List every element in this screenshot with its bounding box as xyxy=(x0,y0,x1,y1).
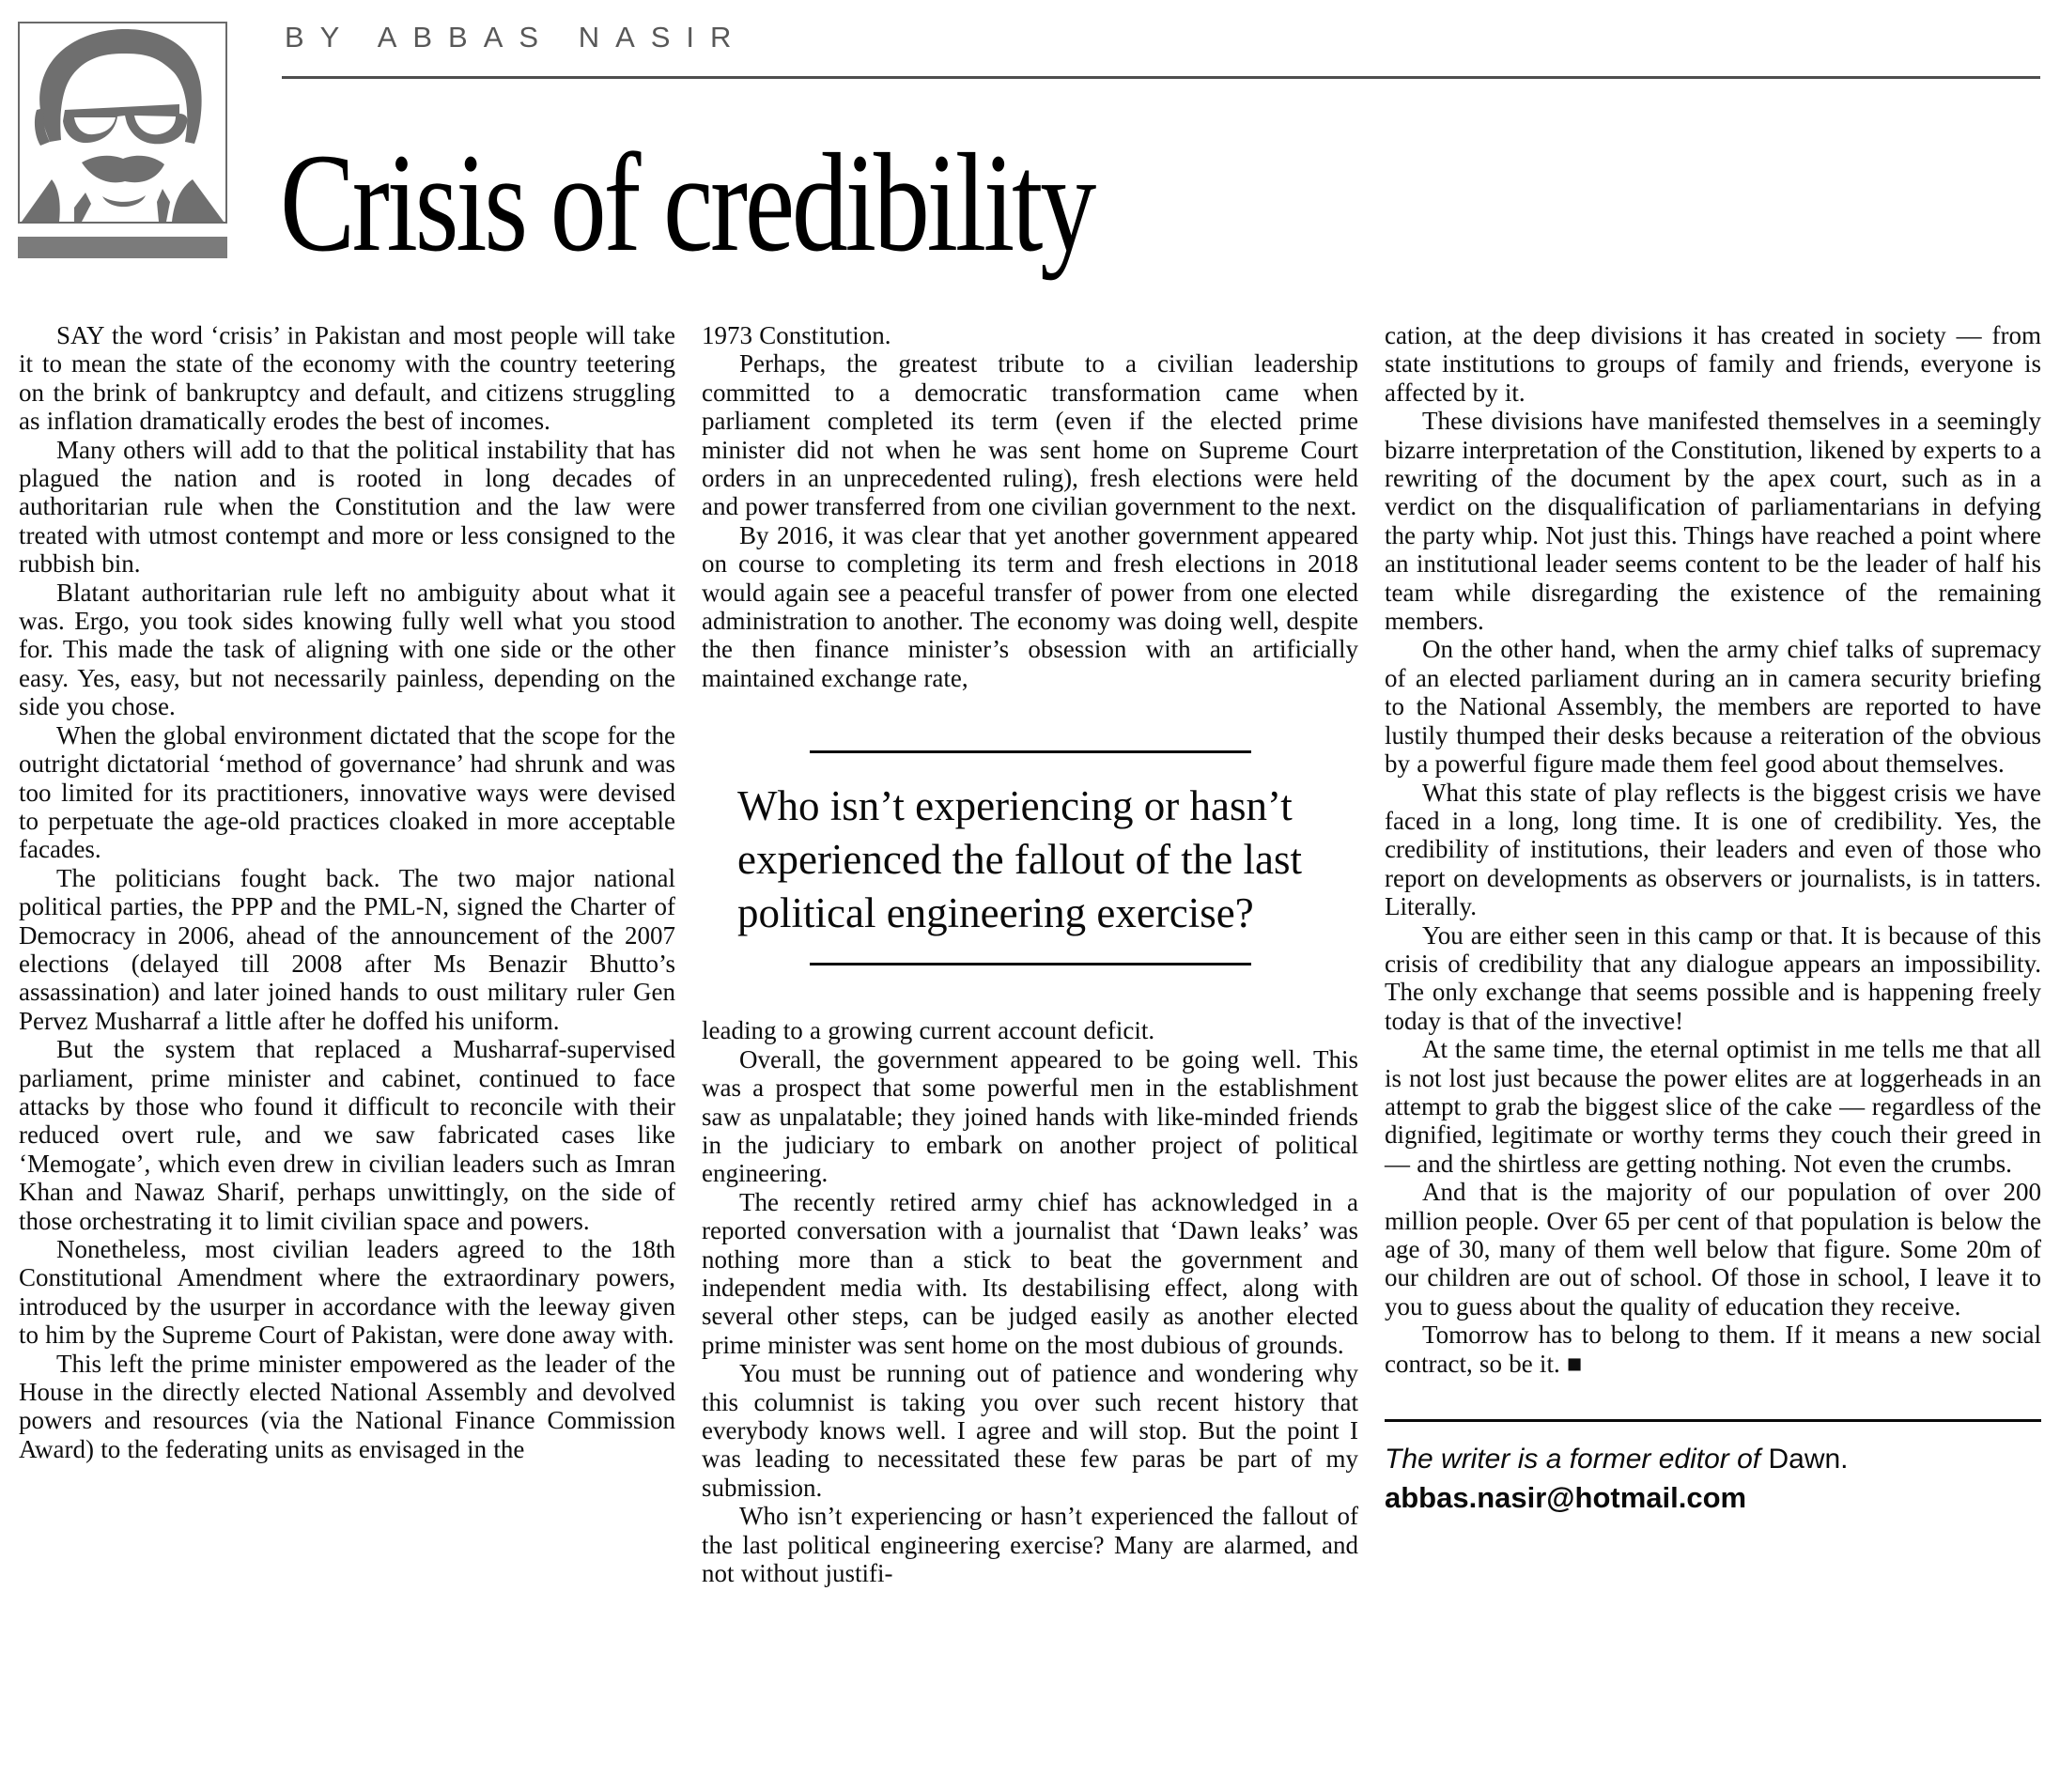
article-paragraph: The politicians fought back. The two major national political parties, the PPP and the PML-N, signed the Charter of Democracy in 2006, ahead of the announcement of the 2007 elections (delayed till 2008 after Ms Benazir Bhutto’s assassination) and later joined hands to oust military ruler Gen Pervez Musharraf a little after he doffed his uniform. xyxy=(19,863,675,1035)
article-paragraph: Nonetheless, most civilian leaders agreed to the 18th Constitutional Amendment where the extraordinary powers, introduced by the usurper in accordance with the leeway given to him by the Supreme Court of Pakistan, were done away with. xyxy=(19,1235,675,1350)
article-paragraph: You are either seen in this camp or that. It is because of this crisis of credibility that any dialogue appears an impossibility. The only exchange that seems possible and is happening freely today is that of the invective! xyxy=(1385,920,2041,1035)
pull-quote-bottom-rule xyxy=(810,963,1251,966)
page-title: Crisis of credibility xyxy=(280,125,1094,281)
article-paragraph: When the global environment dictated that the scope for the outright dictatorial ‘method of governance’ had shrunk and was too limited for its practitioners, innovative ways were devised to perpetuate the age-old practices cloaked in more acceptable facades. xyxy=(19,720,675,864)
pull-quote xyxy=(702,750,1358,966)
article-paragraph: Blatant authoritarian rule left no ambiguity about what it was. Ergo, you took sides knowing fully well what you stood for. This made the task of aligning with one side or the other easy. Yes, easy, but not necessarily painless, depending on the side you chose. xyxy=(19,578,675,721)
photo-caption-bar xyxy=(18,237,227,258)
article-paragraph: These divisions have manifested themselves in a seemingly bizarre interpretation of the Constitution, likened by experts to a rewriting of the document by the apex court, such as in a verdict on the disqualification of parliamentarians in defying the party whip. Not just this. Things have reached a point where an institutional leader seems content to be the leader of half his team while disregarding the existence of the remaining members. xyxy=(1385,407,2041,636)
credit-publication: Dawn. xyxy=(1768,1444,1849,1475)
byline: BY ABBAS NASIR xyxy=(285,21,748,54)
article-paragraph: On the other hand, when the army chief talks of supremacy of an elected parliament during an in camera security briefing to the National Assembly, the members are reported to have lustily thumped their desks because a reiteration of the obvious by a powerful figure made them feel good about themselves. xyxy=(1385,635,2041,779)
article-paragraph: This left the prime minister empowered as the leader of the House in the directly elected National Assembly and devolved powers and resources (via the National Finance Commission Award) to the federating units as envisaged in the xyxy=(19,1349,675,1463)
credit-line xyxy=(1385,1441,2041,1478)
column-3 xyxy=(1385,321,2041,1587)
article-body xyxy=(19,321,2040,1587)
author-portrait-sketch xyxy=(20,23,225,222)
article-paragraph: leading to a growing current account deficit. xyxy=(702,1016,1155,1045)
article-paragraph: SAY the word ‘crisis’ in Pakistan and most people will take it to mean the state of the economy with the country teetering on the brink of bankruptcy and default, and citizens struggling as inflation dramatically erodes the best of incomes. xyxy=(19,321,675,436)
pull-quote-text: Who isn’t experiencing or hasn’t experienced the fallout of the last political engineering exercise? xyxy=(737,782,1302,937)
column-1 xyxy=(19,321,675,1587)
article-paragraph: What this state of play reflects is the biggest crisis we have faced in a long, long time. It is one of credibility. Yes, the credibility of institutions, their leaders and even of those who report on developments as observers or journalists, is in tatters. Literally. xyxy=(1385,778,2041,921)
article-paragraph: At the same time, the eternal optimist in me tells me that all is not lost just because the power elites are at loggerheads in an attempt to grab the biggest slice of the cake — regardless of the dignified, legitimate or worthy terms they couch their greed in — and the shirtless are getting nothing. Not even the crumbs. xyxy=(1385,1035,2041,1178)
author-credit xyxy=(1385,1419,2041,1518)
article-paragraph: But the system that replaced a Musharraf-supervised parliament, prime minister and cabinet, continued to face attacks by those who found it difficult to reconcile with their reduced overt rule, and we saw fabricated cases like ‘Memogate’, which even drew in civilian leaders such as Imran Khan and Nawaz Sharif, perhaps unwittingly, on the side of those orchestrating it to limit civilian space and powers. xyxy=(19,1035,675,1235)
author-email: abbas.nasir@hotmail.com xyxy=(1385,1481,1747,1515)
article-paragraph: Who isn’t experiencing or hasn’t experienced the fallout of the last political engineering exercise? Many are alarmed, and not without justifi- xyxy=(702,1502,1358,1587)
article-paragraph: By 2016, it was clear that yet another government appeared on course to completing its term and fresh elections in 2018 would again see a peaceful transfer of power from one elected administration to another. The economy was doing well, despite the then finance minister’s obsession with an artificially maintained exchange rate, xyxy=(702,520,1358,692)
article-paragraph: Perhaps, the greatest tribute to a civilian leadership committed to a democratic transformation came when parliament completed its term (even if the elected prime minister did not when he was sent home on Supreme Court orders in an unprecedented ruling), fresh elections were held and power transferred from one civilian government to the next. xyxy=(702,349,1358,521)
article-paragraph: And that is the majority of our population of over 200 million people. Over 65 per cent of that population is below the age of 30, many of them well below that figure. Some 20m of our children are out of school. Of those in school, I leave it to you to guess about the quality of education they receive. xyxy=(1385,1178,2041,1321)
article-paragraph: Many others will add to that the political instability that has plagued the nation and is rooted in long decades of authoritarian rule when the Constitution and the law were treated with utmost contempt and more or less consigned to the rubbish bin. xyxy=(19,435,675,579)
credit-rule xyxy=(1385,1419,2041,1422)
column-2 xyxy=(702,321,1358,1587)
article-paragraph: 1973 Constitution. xyxy=(702,321,891,349)
article-paragraph: Overall, the government appeared to be going well. This was a prospect that some powerful men in the establishment saw as unpalatable; they joined hands with like-minded friends in the judiciary to embark on another project of political engineering. xyxy=(702,1044,1358,1188)
article-paragraph: Tomorrow has to belong to them. If it means a new social contract, so be it. ■ xyxy=(1385,1321,2041,1378)
article-paragraph: The recently retired army chief has acknowledged in a reported conversation with a journalist that ‘Dawn leaks’ was nothing more than a stick to beat the government and independent media with. Its destabilising effect, along with several other steps, can be judged easily as another elected prime minister was sent home on the most dubious of grounds. xyxy=(702,1187,1358,1359)
header-rule xyxy=(282,76,2040,79)
article-paragraph: You must be running out of patience and wondering why this columnist is taking you over such recent history that everybody knows well. I agree and will stop. But the point I was leading to necessitated these few paras be part of my submission. xyxy=(702,1359,1358,1502)
article-paragraph: cation, at the deep divisions it has created in society — from state institutions to groups of family and friends, everyone is affected by it. xyxy=(1385,321,2041,407)
author-photo xyxy=(18,22,227,224)
credit-text: The writer is a former editor of xyxy=(1385,1444,1769,1475)
